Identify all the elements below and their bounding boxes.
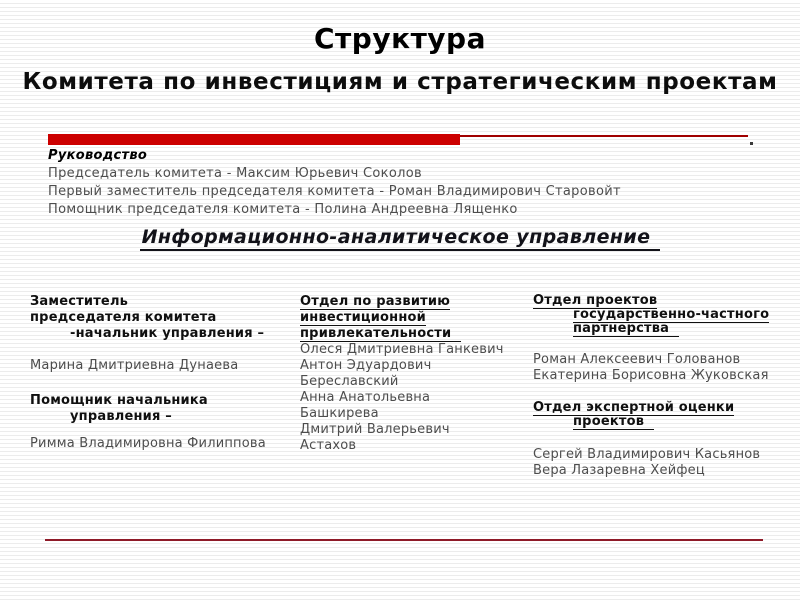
leadership-first-deputy-line: Первый заместитель председателя комитета - Роман Владимирович Старовойт (48, 184, 621, 199)
person-name: Олеся Дмитриевна Ганкевич (300, 342, 504, 357)
leadership-chairman-line: Председатель комитета - Максим Юрьевич Соколов (48, 166, 422, 181)
dept-title-line: Отдел проектов (533, 293, 658, 308)
assistant-role-line: управления – (70, 409, 172, 424)
slide-subtitle: Комитета по инвестициям и стратегическим проектам (22, 69, 778, 95)
column-investment-department (300, 294, 525, 454)
deputy-role-line: -начальник управления – (70, 326, 265, 341)
person-name: Анна Анатольевна (300, 390, 431, 405)
person-name: Вера Лазаревна Хейфец (533, 463, 705, 478)
dept-title-line: государственно-частного (573, 307, 770, 322)
person-name: Береславский (300, 374, 399, 389)
dept-title-line: проектов (573, 415, 791, 429)
deputy-role-title (30, 294, 292, 342)
management-heading: Информационно-аналитическое управление (140, 226, 661, 251)
person-name: Антон Эдуардович (300, 358, 432, 373)
divider-red-bar (48, 134, 460, 145)
slide-title: Структура (314, 22, 486, 55)
person-name: Башкирева (300, 406, 379, 421)
person-name: Дмитрий Валерьевич (300, 422, 450, 437)
person-name: Екатерина Борисовна Жуковская (533, 368, 769, 383)
person-name: Роман Алексеевич Голованов (533, 352, 741, 367)
leadership-section (48, 147, 621, 219)
column-projects-departments (533, 294, 791, 479)
dept-title-line: Отдел экспертной оценки (533, 400, 735, 415)
deputy-role-line: Заместитель (30, 294, 129, 309)
management-heading-wrap (0, 226, 800, 248)
dept-title-line: партнерства (573, 322, 791, 336)
person-name-deputy: Марина Дмитриевна Дунаева (30, 358, 239, 373)
expert-dept-title (533, 401, 791, 429)
person-name: Астахов (300, 438, 357, 453)
dept-title-line: Отдел по развитию (300, 294, 451, 309)
column-management-staff (30, 294, 292, 452)
ppp-dept-title (533, 294, 791, 336)
leadership-heading: Руководство (48, 148, 148, 163)
dept-title-line: инвестиционной (300, 310, 426, 325)
leadership-assistant-line: Помощник председателя комитета - Полина Андреевна Лященко (48, 202, 518, 217)
person-name: Сергей Владимирович Касьянов (533, 447, 761, 462)
deputy-role-line: председателя комитета (30, 310, 217, 325)
divider-end-dot (750, 142, 753, 145)
person-name-assistant: Римма Владимировна Филиппова (30, 436, 266, 451)
dept-title-line: привлекательности (300, 326, 525, 342)
assistant-role-title (30, 393, 292, 425)
bottom-red-rule (45, 539, 763, 541)
assistant-role-line: Помощник начальника (30, 393, 208, 408)
investment-dept-title (300, 294, 525, 342)
